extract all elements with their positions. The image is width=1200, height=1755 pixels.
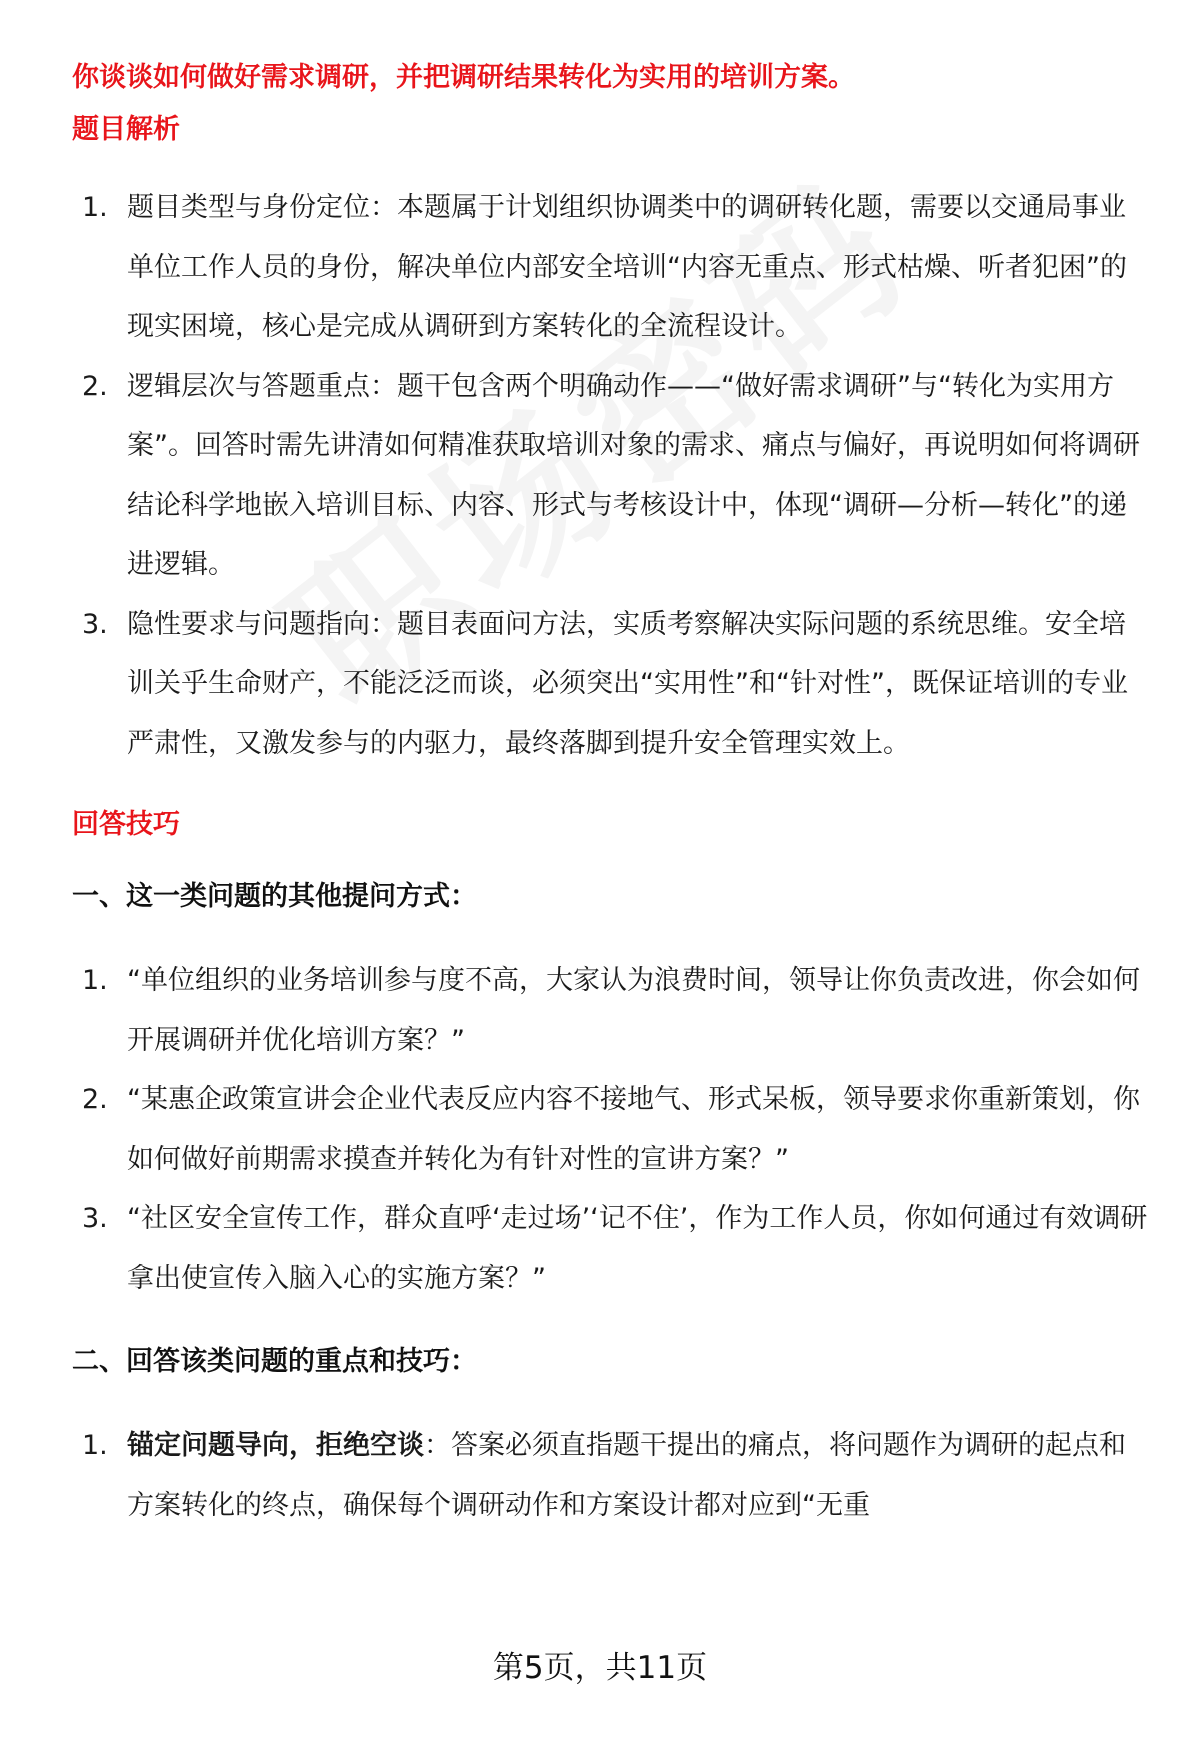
list-number: 2. [82,370,108,402]
list-item [72,595,1152,774]
list-text: 题目类型与身份定位：本题属于计划组织协调类中的调研转化题，需要以交通局事业单位工作人员的身份，解决单位内部安全培训“内容无重点、形式枯燥、听者犯困”的现实困境，核心是完成从调研到方案转化的全流程设计。 [127,192,1127,342]
list-text: “社区安全宣传工作，群众直呼‘走过场’‘记不住’，作为工作人员，你如何通过有效调研拿出使宣传入脑入心的实施方案？” [127,1203,1148,1294]
page-number: 第5页，共11页 [492,1650,708,1686]
list-item [72,1189,1152,1308]
analysis-title: 题目解析 [72,114,180,145]
tip-keyword: 锚定问题导向，拒绝空谈 [127,1430,424,1461]
list-item [72,178,1152,357]
list-text: ：答案必须直指题干提出的痛点，将问题作为调研的起点和方案转化的终点，确保每个调研动作和方案设计都对应到“无重 [127,1430,1126,1521]
alt-questions-list [72,951,1152,1308]
list-text: 逻辑层次与答题重点：题干包含两个明确动作——“做好需求调研”与“转化为实用方案”。回答时需先讲清如何精准获取培训对象的需求、痛点与偏好，再说明如何将调研结论科学地嵌入培训目标、内容、形式与考核设计中，体现“调研—分析—转化”的递进逻辑。 [127,370,1140,580]
list-number: 2. [82,1084,108,1115]
list-text: “某惠企政策宣讲会企业代表反应内容不接地气、形式呆板，领导要求你重新策划，你如何做好前期需求摸查并转化为有针对性的宣讲方案？” [127,1084,1140,1175]
tips-list [72,1416,1152,1535]
list-text: 隐性要求与问题指向：题目表面问方法，实质考察解决实际问题的系统思维。安全培训关乎生命财产，不能泛泛而谈，必须突出“实用性”和“针对性”，既保证培训的专业严肃性，又激发参与的内驱力，最终落脚到提升安全管理实效上。 [127,608,1128,759]
analysis-list [72,178,1152,773]
part1-title: 一、这一类问题的其他提问方式： [72,881,477,912]
list-item [72,1416,1152,1535]
content [72,58,1152,1535]
list-item [72,357,1152,595]
list-item [72,951,1152,1070]
list-number: 3. [82,1203,108,1234]
part2-title: 二、回答该类问题的重点和技巧： [72,1346,477,1377]
skills-title: 回答技巧 [72,809,180,840]
list-item [72,1070,1152,1189]
list-text: “单位组织的业务培训参与度不高，大家认为浪费时间，领导让你负责改进，你会如何开展调研并优化培训方案？” [127,965,1140,1056]
list-number: 3. [82,608,108,640]
question-heading: 你谈谈如何做好需求调研，并把调研结果转化为实用的培训方案。 [72,62,855,93]
list-number: 1. [82,192,108,223]
list-number: 1. [82,1430,108,1461]
list-number: 1. [82,965,108,996]
